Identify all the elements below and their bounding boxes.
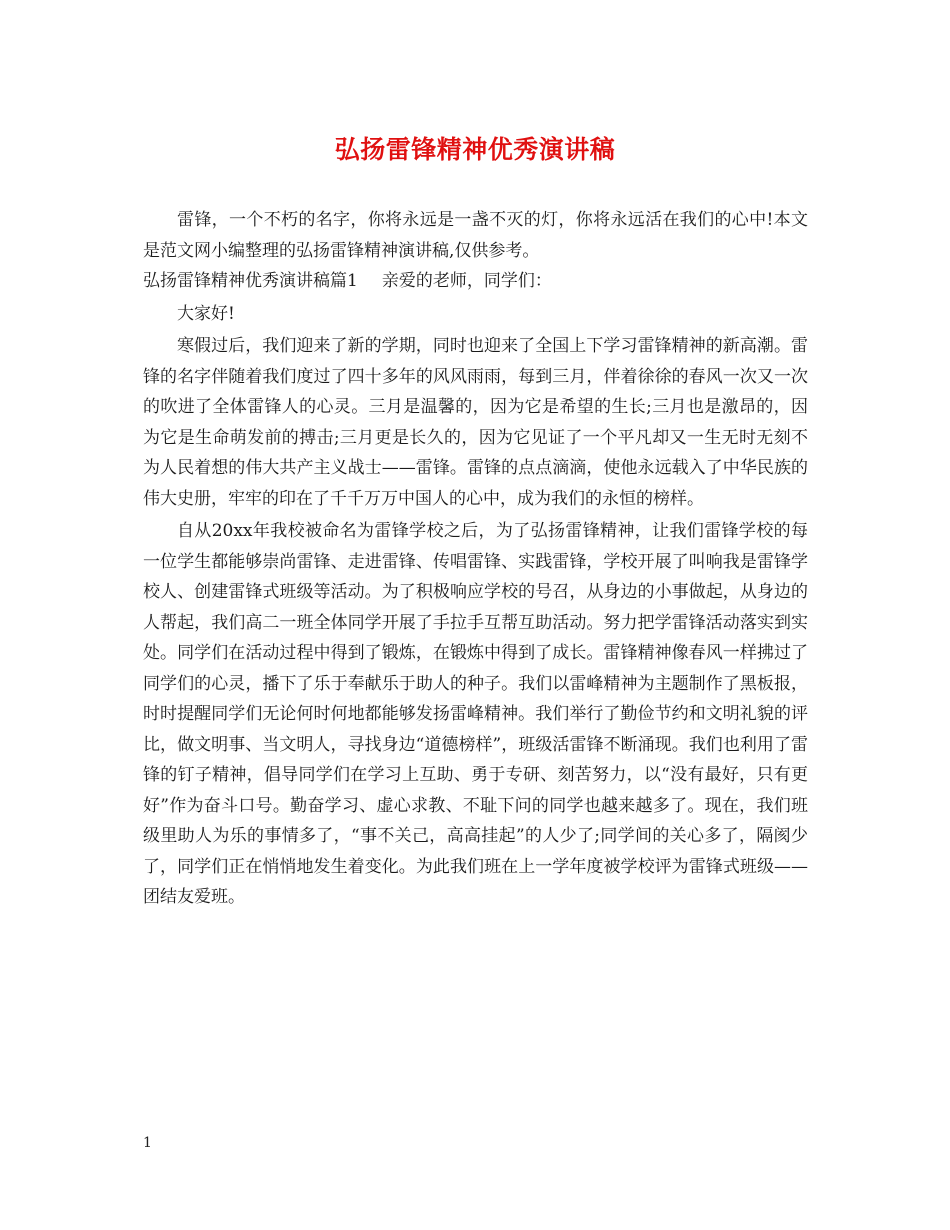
body-paragraph-1: 寒假过后，我们迎来了新的学期，同时也迎来了全国上下学习雷锋精神的新高潮。雷锋的名字伴随着我们度过了四十多年的风风雨雨，每到三月，伴着徐徐的春风一次又一次的吹进了全体雷锋人的心灵。三月是温馨的，因为它是希望的生长;三月也是激昂的，因为它是生命萌发前的搏击;三月更是长久的，因为它见证了一个平凡却又一生无时无刻不为人民着想的伟大共产主义战士——雷锋。雷锋的点点滴滴，使他永远载入了中华民族的伟大史册，牢牢的印在了千千万万中国人的心中，成为我们的永恒的榜样。 [143,336,808,509]
greeting: 大家好! [177,303,235,324]
page-number: 1 [143,1135,152,1151]
salutation: 亲爱的老师，同学们： [381,271,552,291]
body-paragraph-2: 自从20xx年我校被命名为雷锋学校之后，为了弘扬雷锋精神，让我们雷锋学校的每一位学生都能够崇尚雷锋、走进雷锋、传唱雷锋、实践雷锋，学校开展了叫响我是雷锋学校人、创建雷锋式班级等活动。为了积极响应学校的号召，从身边的小事做起，从身边的人帮起，我们高二一班全体同学开展了手拉手互帮互助活动。努力把学雷锋活动落实到实处。同学们在活动过程中得到了锻炼，在锻炼中得到了成长。雷锋精神像春风一样拂过了同学们的心灵，播下了乐于奉献乐于助人的种子。我们以雷峰精神为主题制作了黑板报，时时提醒同学们无论何时何地都能够发扬雷峰精神。我们举行了勤俭节约和文明礼貌的评比，做文明事、当文明人，寻找身边“道德榜样”，班级活雷锋不断涌现。我们也利用了雷锋的钉子精神，倡导同学们在学习上互助、勇于专研、刻苦努力，以“没有最好，只有更好”作为奋斗口号。勤奋学习、虚心求教、不耻下问的同学也越来越多了。现在，我们班级里助人为乐的事情多了，“事不关己，高高挂起”的人少了;同学间的关心多了，隔阂少了，同学们正在悄悄地发生着变化。为此我们班在上一学年度被学校评为雷锋式班级——团结友爱班。 [143,521,808,907]
section-heading-line [143,266,808,297]
document-title: 弘扬雷锋精神优秀演讲稿 [334,135,616,164]
intro-paragraph: 雷锋，一个不朽的名字，你将永远是一盏不灭的灯，你将永远活在我们的心中!本文是范文网小编整理的弘扬雷锋精神演讲稿,仅供参考。 [143,210,808,261]
section-heading: 弘扬雷锋精神优秀演讲稿篇1 [143,271,358,291]
document-body [143,205,808,913]
